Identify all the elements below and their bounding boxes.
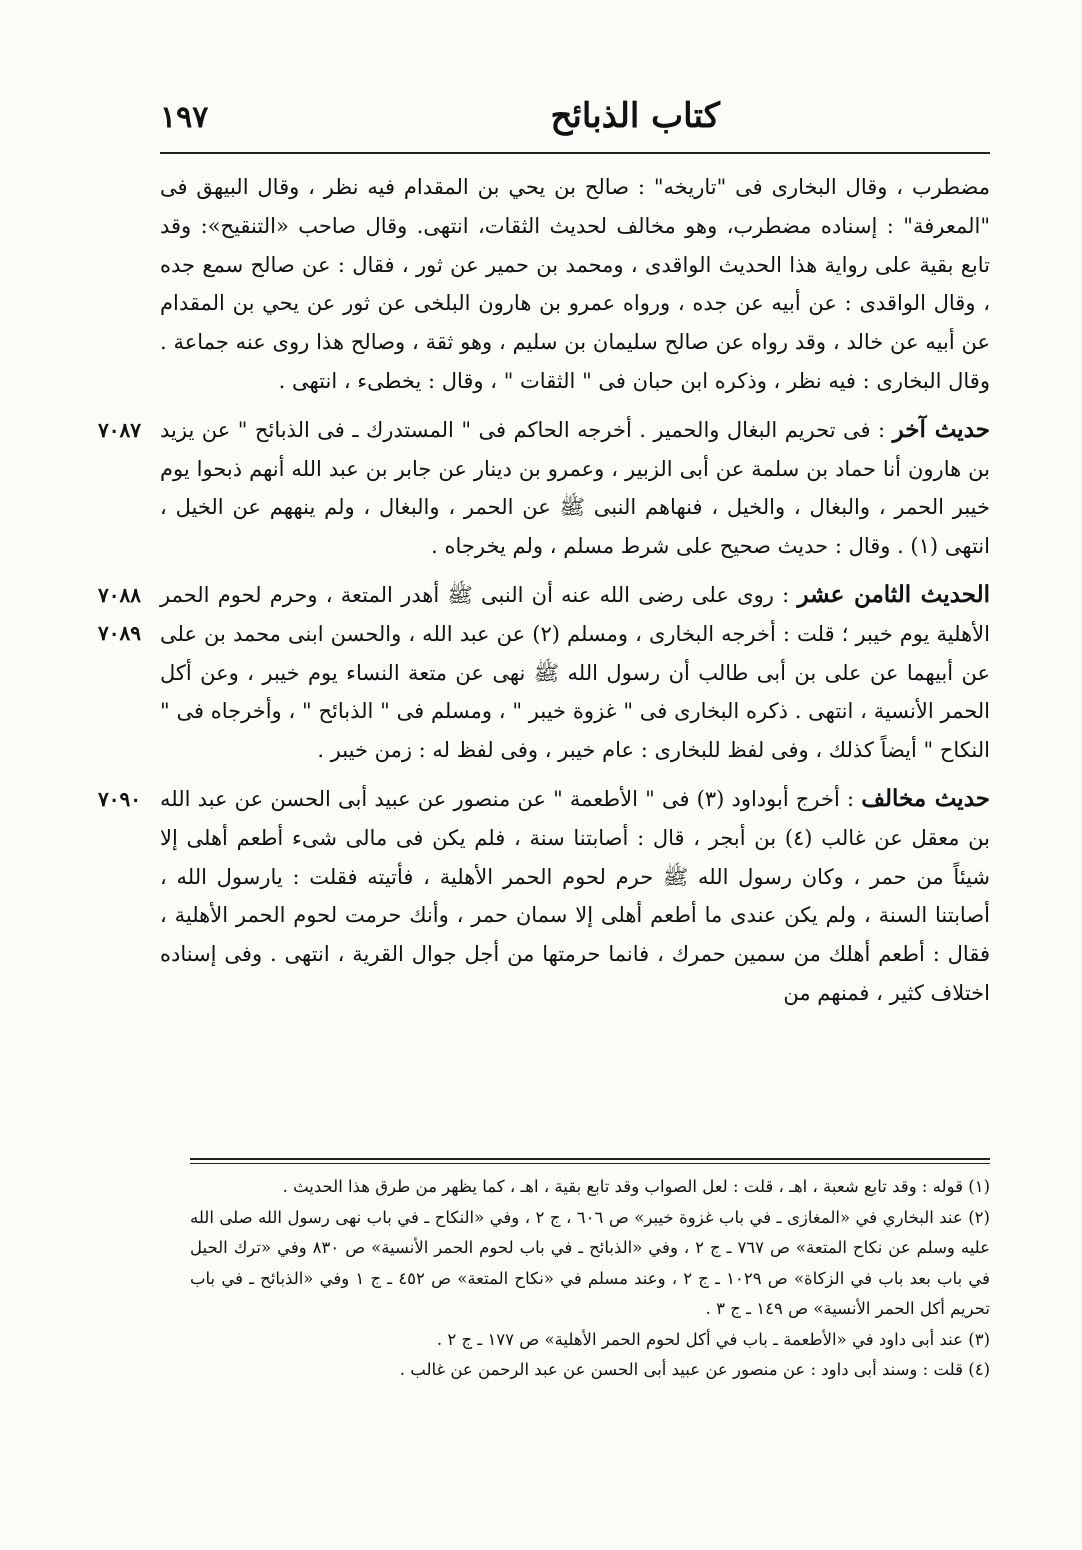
footnote-3: (٣) عند أبى داود في «الأطعمة ـ باب في أكل لحوم الحمر الأهلية» ص ١٧٧ ـ ج ٢ . (436, 1329, 990, 1349)
hadith-number: ٧٠٨٨ (98, 582, 141, 607)
section-lead: حديث آخر (892, 415, 990, 443)
paragraph-1 (160, 168, 990, 401)
paragraph-3-text: : روى على رضى الله عنه أن النبى ﷺ أهدر المتعة ، وحرم لحوم الحمر الأهلية يوم خيبر ؛ قلت : أخرجه البخارى ، ومسلم (٢) عن عبد الله ، والحسن ابنى محمد بن على عن أبيهما عن على بن أبى طالب أن رسول الله ﷺ نهى عن متعة النساء يوم خيبر ، وعن أكل الحمر الأنسية ، انتهى . ذكره البخارى فى " غزوة خيبر " ، ومسلم فى " الذبائح " ، وأخرجاه فى " النكاح " أيضاً كذلك ، وفى لفظ للبخارى : عام خيبر ، وفى لفظ له : زمن خيبر . (160, 582, 990, 763)
footnote-4: (٤) قلت : وسند أبى داود : عن منصور عن عبيد أبى الحسن عن عبد الرحمن عن غالب . (399, 1360, 990, 1379)
paragraph-4 (98, 780, 990, 1013)
paragraph-2-text: : فى تحريم البغال والحمير . أخرجه الحاكم فى " المستدرك ـ فى الذبائح " عن يزيد بن هارون أنا حماد بن سلمة عن أبى الزبير ، وعمرو بن دينار عن جابر بن عبد الله أنهم ذبحوا يوم خيبر الحمر ، والبغال ، والخيل ، فنهاهم النبى ﷺ عن الحمر ، والبغال ، ولم ينههم عن الخيل ، انتهى (١) . وقال : حديث صحيح على شرط مسلم ، ولم يخرجاه . (160, 417, 990, 559)
running-title: كتاب الذبائح (550, 96, 720, 136)
footnote-2: (٢) عند البخاري في «المغازى ـ في باب غزوة خيبر» ص ٦٠٦ ، ج ٢ ، وفي «النكاح ـ في باب نهى رسول الله صلى الله عليه وسلم عن نكاح المتعة» ص ٧٦٧ ـ ج ٢ ، وفي «الذبائح ـ في باب لحوم الحمر الأنسية» ص ٨٣٠ وفي «ترك الحيل في باب بعد باب في الزكاة» ص ١٠٢٩ ـ ج ٢ ، وعند مسلم في «نكاح المتعة» ص ٤٥٢ ـ ج ١ وفي «الذبائح ـ في باب تحريم أكل الحمر الأنسية» ص ١٤٩ ـ ج ٣ . (190, 1207, 990, 1318)
main-text (98, 168, 990, 1023)
footnote-1: (١) قوله : وقد تابع شعبة ، اهـ ، قلت : لعل الصواب وقد تابع بقية ، اهـ ، كما يظهر من طرق هذا الحديث . (282, 1177, 990, 1196)
header-rule (160, 152, 990, 154)
section-lead: الحديث الثامن عشر (797, 580, 990, 608)
footnotes (190, 1172, 990, 1386)
footnote-divider (190, 1158, 990, 1160)
paragraph-3 (98, 576, 990, 770)
section-lead: حديث مخالف (861, 784, 990, 812)
paragraph-2 (98, 411, 990, 566)
hadith-number: ٧٠٨٩ (98, 620, 141, 645)
paragraph-4-text: : أخرج أبوداود (٣) فى " الأطعمة " عن منصور عن عبيد أبى الحسن عن عبد الله بن معقل عن غالب (٤) بن أبجر ، قال : أصابتنا سنة ، فلم يكن فى مالى شىء أطعم أهلى إلا شيئاً من حمر ، وكان رسول الله ﷺ حرم لحوم الحمر الأهلية ، فأتيته فقلت : يارسول الله ، أصابتنا السنة ، ولم يكن عندى ما أطعم أهلى إلا سمان حمر ، وأنك حرمت لحوم الحمر الأهلية ، فقال : أطعم أهلك من سمين حمرك ، فانما حرمتها من أجل جوال القرية ، انتهى . وفى إسناده اختلاف كثير ، فمنهم من (160, 786, 990, 1005)
hadith-number: ٧٠٨٧ (98, 417, 141, 442)
page-number: ١٩٧ (160, 100, 209, 135)
paragraph-1-text: مضطرب ، وقال البخارى فى "تاريخه" : صالح بن يحي بن المقدام فيه نظر ، وقال البيهق فى "المعرفة" : إسناده مضطرب، وهو مخالف لحديث الثقات، انتهى. وقال صاحب «التنقيح»: وقد تابع بقية على رواية هذا الحديث الواقدى ، ومحمد بن حمير عن ثور ، فقال : عن صالح سمع جده ، وقال الواقدى : عن أبيه عن جده ، ورواه عمرو بن هارون البلخى عن ثور عن يحي بن المقدام عن أبيه عن خالد ، وقد رواه عن صالح سليمان بن سليم ، وهو ثقة ، وصالح هذا روى عنه جماعة . وقال البخارى : فيه نظر ، وذكره ابن حبان فى " الثقات " ، وقال : يخطىء ، انتهى . (160, 175, 990, 393)
page-header (160, 96, 990, 154)
hadith-number: ٧٠٩٠ (98, 786, 141, 811)
footnote-divider (190, 1163, 990, 1164)
